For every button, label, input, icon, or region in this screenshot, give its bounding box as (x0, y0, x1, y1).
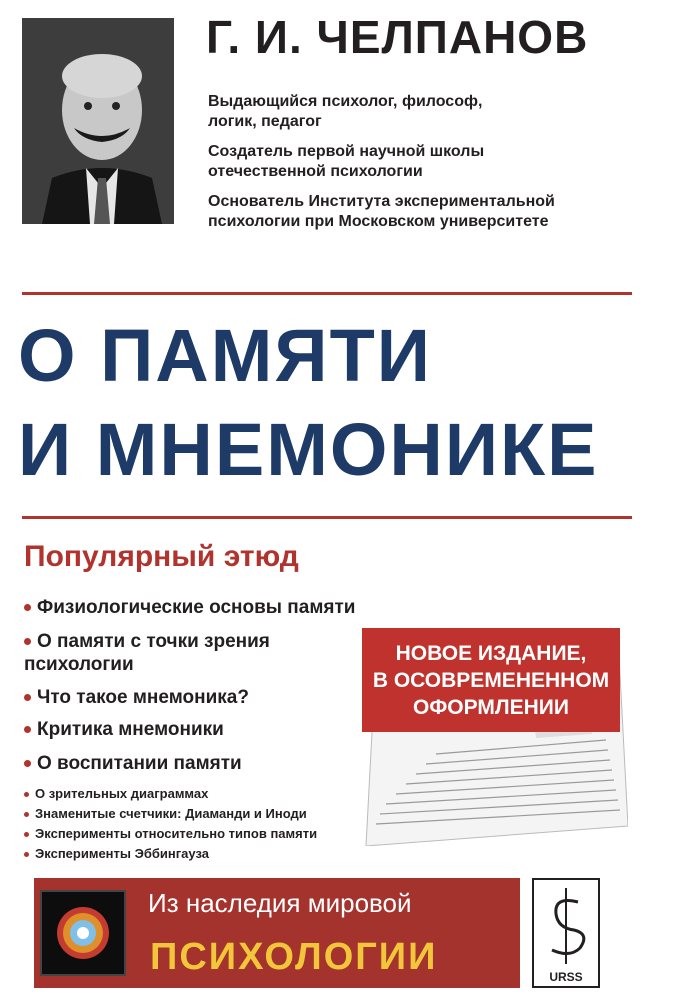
author-description-1: Выдающийся психолог, философ, логик, педагог (208, 93, 483, 130)
publisher-logo (532, 878, 600, 988)
book-subtitle: Популярный этюд (24, 540, 299, 573)
book-title-line-1: О ПАМЯТИ (18, 314, 432, 397)
subtopic-item: О зрительных диаграммах (24, 786, 208, 802)
series-logo (40, 890, 126, 976)
book-title-line-2: И МНЕМОНИКЕ (18, 408, 599, 491)
topic-item: Что такое мнемоника? (24, 686, 249, 709)
topic-item: Критика мнемоники (24, 718, 224, 741)
subtopic-item: Знаменитые счетчики: Диаманди и Иноди (24, 806, 307, 822)
subtopic-item: Эксперименты Эббингауза (24, 846, 209, 862)
bullet-icon (24, 604, 31, 611)
author-portrait (22, 18, 174, 224)
author-description-3: Основатель Института экспериментальной психологии при Московском университете (208, 193, 555, 230)
author-description-2: Создатель первой научной школы отечественной психологии (208, 143, 485, 180)
series-title-top: Из наследия мировой (148, 888, 412, 918)
series-title-bottom: ПСИХОЛОГИИ (150, 936, 438, 978)
divider-top (22, 292, 632, 295)
topic-item: О памяти с точки зрения психологии (24, 631, 270, 675)
bullet-icon (24, 760, 31, 767)
bullet-icon (24, 792, 29, 797)
publisher-name: URSS (549, 970, 583, 984)
topic-item: О воспитании памяти (24, 752, 242, 775)
divider-bottom (22, 516, 632, 519)
bullet-icon (24, 812, 29, 817)
author-name: Г. И. ЧЕЛПАНОВ (206, 11, 589, 63)
bullet-icon (24, 638, 31, 645)
bullet-icon (24, 832, 29, 837)
bullet-icon (24, 726, 31, 733)
bullet-icon (24, 852, 29, 857)
topic-item: Физиологические основы памяти (24, 596, 355, 619)
bullet-icon (24, 694, 31, 701)
new-edition-badge: НОВОЕ ИЗДАНИЕ, В ОСОВРЕМЕНЕННОМ ОФОРМЛЕНИИ (362, 628, 620, 732)
subtopic-item: Эксперименты относительно типов памяти (24, 826, 317, 842)
